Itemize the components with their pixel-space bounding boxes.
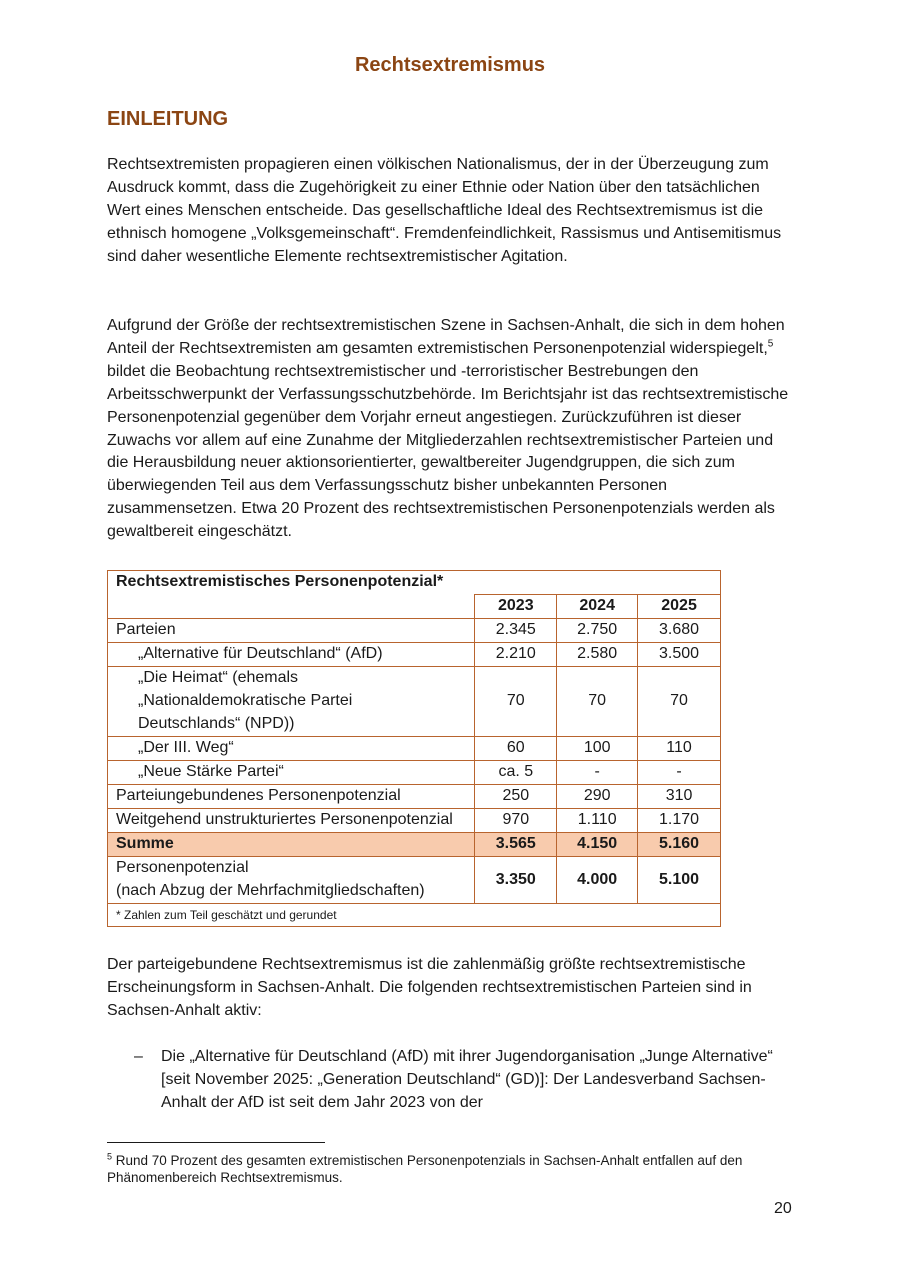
body-paragraph-3: Der parteigebundene Rechtsextremismus ist die zahlenmäßig größte rechtsextremistische Erscheinungsform in Sachsen-Anhalt. Die folgenden rechtsextremistischen Parteien sind in Sachsen-Anhalt aktiv: [107, 956, 752, 1019]
cell-value: 1.110 [557, 809, 638, 833]
row-label: Summe [108, 833, 475, 857]
cell-value: 2.210 [475, 643, 557, 667]
row-label [108, 667, 475, 737]
table-title-row [108, 571, 721, 595]
table-row [108, 809, 721, 833]
row-label-line: Personenpotenzial [116, 859, 249, 877]
row-label-line: Deutschlands“ (NPD)) [138, 714, 295, 732]
footnote-text: Rund 70 Prozent des gesamten extremistischen Personenpotenzials in Sachsen-Anhalt entfallen auf den Phänomenbereich Rechtsextremismus. [107, 1153, 743, 1185]
cell-value: 60 [475, 737, 557, 761]
row-label-line: „Die Heimat“ (ehemals [138, 669, 299, 687]
cell-value: 970 [475, 809, 557, 833]
cell-value: 5.100 [638, 857, 721, 904]
footnote-separator [107, 1142, 325, 1143]
row-label: Parteiungebundenes Personenpotenzial [108, 785, 475, 809]
personenpotenzial-table [107, 570, 721, 927]
table-row-total [108, 857, 721, 904]
cell-value: - [638, 761, 721, 785]
cell-value: - [557, 761, 638, 785]
paragraph-2-text-a: Aufgrund der Größe der rechtsextremistischen Szene in Sachsen-Anhalt, die sich in dem hohen Anteil der Rechtsextremisten am gesamten extremistischen Personenpotenzial widerspiegelt, [107, 317, 785, 357]
row-label [108, 857, 475, 904]
cell-value: 2.580 [557, 643, 638, 667]
cell-value: 2.750 [557, 619, 638, 643]
cell-value: 2.345 [475, 619, 557, 643]
cell-value: 3.500 [638, 643, 721, 667]
intro-paragraph-1: Rechtsextremisten propagieren einen völkischen Nationalismus, der in der Überzeugung zum Ausdruck kommt, dass die Zugehörigkeit zu einer Ethnie oder Nation über den tatsächlichen Wert eines Menschen entscheide. Das gesellschaftliche Ideal des Rechtsextremismus ist die ethnisch homogene „Volksgemeinschaft“. Fremdenfeindlichkeit, Rassismus und Antisemitismus sind daher wesentliche Elemente rechtsextremistischer Agitation. [107, 156, 782, 265]
cell-value: 4.150 [557, 833, 638, 857]
cell-value: 5.160 [638, 833, 721, 857]
cell-value: 3.350 [475, 857, 557, 904]
cell-value: 70 [557, 667, 638, 737]
row-label: „Der III. Weg“ [108, 737, 475, 761]
table-row-sum [108, 833, 721, 857]
table-row [108, 785, 721, 809]
page-header-title: Rechtsextremismus [354, 54, 546, 76]
cell-value: 290 [557, 785, 638, 809]
table-header-row [108, 595, 721, 619]
row-label: „Neue Stärke Partei“ [108, 761, 475, 785]
cell-value: 70 [475, 667, 557, 737]
cell-value: ca. 5 [475, 761, 557, 785]
list-item-text: Die „Alternative für Deutschland (AfD) mit ihrer Jugendorganisation „Junge Alternative“ [seit November 2025: „Generation Deutschland“ (GD)]: Der Landesverband Sachsen-Anhalt der AfD ist seit dem Jahr 2023 von der [161, 1048, 773, 1111]
cell-value: 70 [638, 667, 721, 737]
cell-value: 250 [475, 785, 557, 809]
cell-value: 4.000 [557, 857, 638, 904]
year-header: 2024 [557, 595, 638, 619]
footnote-number: 5 [107, 1151, 113, 1162]
party-list [107, 1046, 797, 1115]
table-row [108, 737, 721, 761]
footnote-reference[interactable]: 5 [767, 338, 774, 350]
table-row [108, 667, 721, 737]
table-header-blank [108, 595, 475, 619]
table-row [108, 619, 721, 643]
table-note-row [108, 904, 721, 927]
table-row [108, 643, 721, 667]
dash-bullet-icon: – [134, 1048, 143, 1065]
intro-paragraph-2 [107, 315, 797, 544]
row-label: Parteien [108, 619, 475, 643]
cell-value: 1.170 [638, 809, 721, 833]
table-note: * Zahlen zum Teil geschätzt und gerundet [108, 904, 721, 927]
row-label-line: (nach Abzug der Mehrfachmitgliedschaften) [116, 882, 425, 899]
row-label: Weitgehend unstrukturiertes Personenpotenzial [108, 809, 475, 833]
row-label: „Alternative für Deutschland“ (AfD) [108, 643, 475, 667]
table-title: Rechtsextremistisches Personenpotenzial* [108, 571, 721, 595]
cell-value: 3.565 [475, 833, 557, 857]
year-header: 2025 [638, 595, 721, 619]
cell-value: 100 [557, 737, 638, 761]
footnote [107, 1152, 797, 1186]
list-item [107, 1046, 797, 1115]
paragraph-2-text-b: bildet die Beobachtung rechtsextremistischer und -terroristischer Bestrebungen den Arbeitsschwerpunkt der Verfassungsschutzbehörde. Im Berichtsjahr ist das rechtsextremistische Personenpotenzial gegenüber dem Vorjahr erneut angestiegen. Zurückzuführen ist dieser Zuwachs vor allem auf eine Zunahme der Mitgliederzahlen rechtsextremistischer Parteien und die Herausbildung neuer aktionsorientierter, gewaltbereiter Jugendgruppen, die sich zum überwiegenden Teil aus dem Verfassungsschutz bisher unbekannten Personen zusammensetzen. Etwa 20 Prozent des rechtsextremistischen Personenpotenzials werden als gewaltbereit eingeschätzt. [107, 362, 789, 541]
cell-value: 3.680 [638, 619, 721, 643]
year-header: 2023 [475, 595, 557, 619]
table-row [108, 761, 721, 785]
cell-value: 110 [638, 737, 721, 761]
section-title: EINLEITUNG [107, 108, 229, 130]
row-label-line: „Nationaldemokratische Partei [138, 692, 353, 710]
page-number: 20 [774, 1200, 792, 1217]
cell-value: 310 [638, 785, 721, 809]
